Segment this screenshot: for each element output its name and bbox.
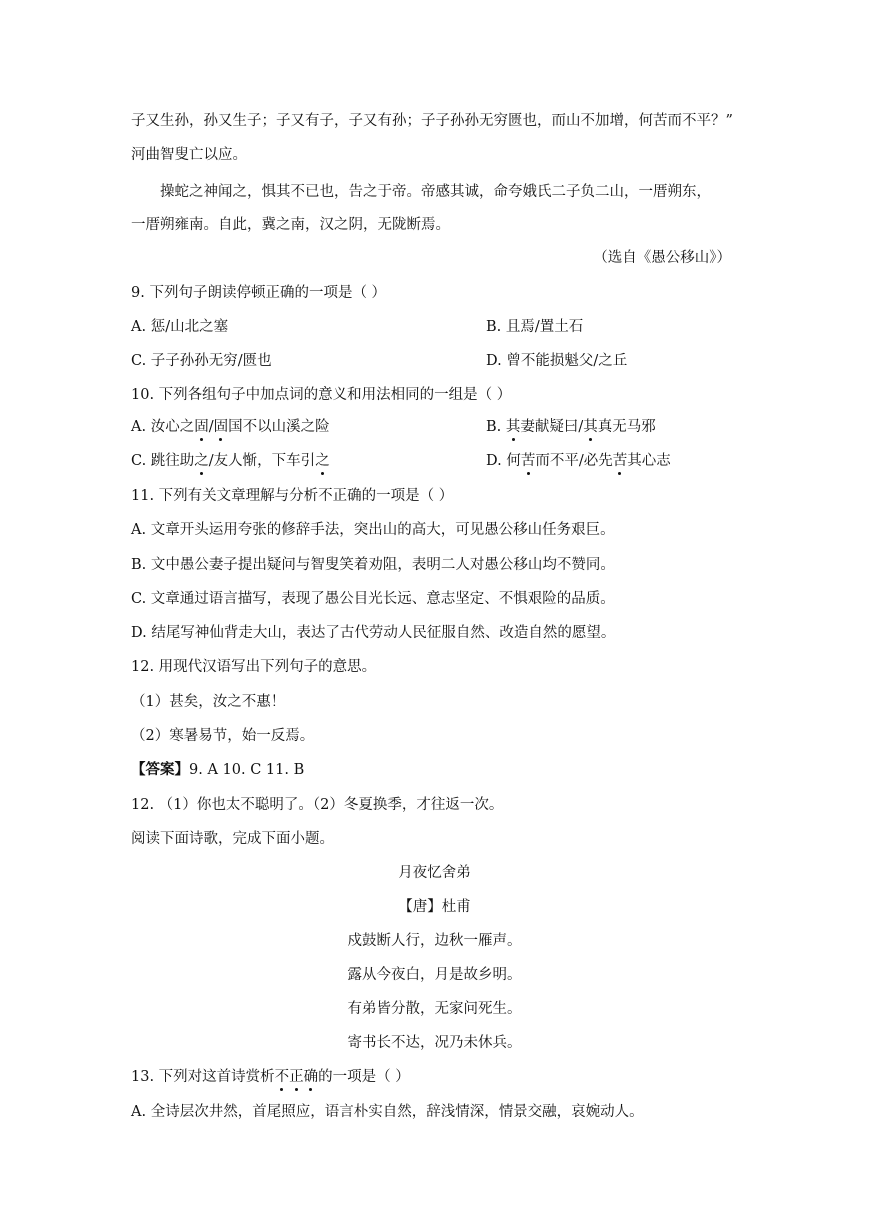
dotted-word: 固	[194, 419, 209, 435]
option-a: A. 全诗层次井然，首尾照应，语言朴实自然，辞浅情深，情景交融，哀婉动人。	[131, 1104, 644, 1120]
option-d: D. 曾不能损魁父/之丘	[486, 353, 628, 369]
answer-line	[131, 760, 304, 780]
question-stem	[131, 1067, 410, 1087]
question-stem: 11. 下列有关文章理解与分析不正确的一项是（ ）	[131, 488, 454, 504]
option-a: A. 惩/山北之塞	[131, 319, 229, 335]
answer-text: 9. A 10. C 11. B	[189, 762, 305, 778]
option-b	[486, 417, 656, 437]
option-b: B. 且焉/置土石	[486, 319, 584, 335]
answer-label: 【答案】	[131, 761, 189, 778]
dotted-word: 确	[303, 1069, 319, 1085]
passage-line: 子又生孙，孙又生子；子又有子，子又有孙；子子孙孙无穷匮也，而山不加增，何苦而不平？”	[131, 113, 733, 129]
option-b: B. 文中愚公妻子提出疑问与智叟笑着劝阻，表明二人对愚公移山均不赞同。	[131, 557, 615, 573]
passage-line: 操蛇之神闻之，惧其不已也，告之于帝。帝感其诚，命夸娥氏二子负二山，一厝朔东，	[160, 184, 711, 200]
option-c: C. 子子孙孙无穷/匮也	[131, 353, 272, 369]
poem-intro: 阅读下面诗歌，完成下面小题。	[131, 831, 334, 847]
option-text: D. 何	[486, 453, 521, 469]
option-text: C. 跳往助	[131, 453, 195, 469]
passage-line: 河曲智叟亡以应。	[131, 147, 247, 163]
dotted-word: 固	[213, 419, 229, 435]
option-d	[486, 451, 671, 471]
dotted-word: 之	[194, 453, 209, 469]
stem-text: 13. 下列对这首诗赏析	[131, 1069, 275, 1085]
dotted-word: 其	[505, 419, 521, 435]
dotted-word: 苦	[520, 453, 536, 469]
option-a: A. 文章开头运用夸张的修辞手法，突出山的高大，可见愚公移山任务艰巨。	[131, 522, 615, 538]
option-a	[131, 417, 330, 437]
poem-line: 露从今夜白，月是故乡明。	[347, 967, 522, 983]
dotted-word: 之	[315, 453, 330, 469]
poem-line: 寄书长不达，况乃未休兵。	[347, 1035, 522, 1051]
dotted-word: 正	[289, 1069, 304, 1085]
answer-line: 12. （1）你也太不聪明了。（2）冬夏换季，才往返一次。	[131, 797, 504, 813]
option-text: 国不以山溪之险	[228, 419, 330, 435]
stem-text: 的一项是（ ）	[318, 1069, 410, 1085]
option-text: A. 汝心之	[131, 419, 195, 435]
option-text: 妻献疑曰/	[520, 419, 584, 435]
option-text: /友人惭，下车引	[208, 453, 316, 469]
dotted-word: 其	[583, 419, 598, 435]
passage-source: （选自《愚公移山》）	[593, 250, 731, 266]
poem-title: 月夜忆舍弟	[398, 865, 471, 881]
sentence-item: （2）寒暑易节，始一反焉。	[131, 728, 315, 744]
poem-line: 戍鼓断人行，边秋一雁声。	[347, 933, 522, 949]
question-stem: 9. 下列句子朗读停顿正确的一项是（ ）	[131, 285, 387, 301]
option-text: 其心志	[627, 453, 671, 469]
option-text: 而不平/必先	[535, 453, 613, 469]
option-text: /	[208, 419, 214, 435]
option-d: D. 结尾写神仙背走大山，表达了古代劳动人民征服自然、改造自然的愿望。	[131, 625, 616, 641]
option-text: B.	[486, 419, 506, 435]
dotted-word: 苦	[612, 453, 628, 469]
option-text: 真无马邪	[597, 419, 656, 435]
option-c	[131, 451, 330, 471]
dotted-word: 不	[274, 1069, 290, 1085]
question-stem: 12. 用现代汉语写出下列句子的意思。	[131, 659, 377, 675]
sentence-item: （1）甚矣，汝之不惠！	[131, 694, 286, 710]
poem-author: 【唐】杜甫	[398, 899, 471, 915]
passage-line: 一厝朔雍南。自此，冀之南，汉之阴，无陇断焉。	[131, 217, 450, 233]
poem-line: 有弟皆分散，无家问死生。	[347, 1001, 522, 1017]
question-stem: 10. 下列各组句子中加点词的意义和用法相同的一组是（ ）	[131, 387, 512, 403]
option-c: C. 文章通过语言描写，表现了愚公目光长远、意志坚定、不惧艰险的品质。	[131, 591, 615, 607]
